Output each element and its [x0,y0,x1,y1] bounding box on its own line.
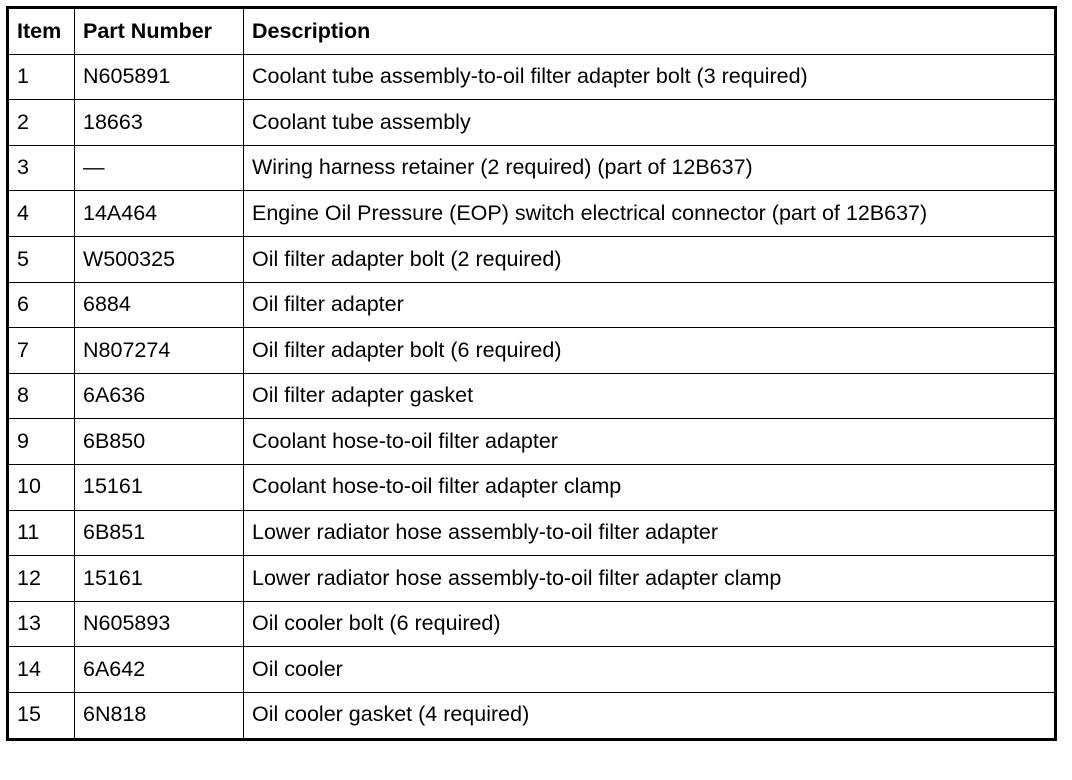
cell-part-number: 18663 [75,100,244,146]
cell-part-number: N605891 [75,54,244,100]
table-row [8,236,1056,282]
column-header-description: Description [244,8,1056,55]
cell-item: 11 [8,510,75,556]
cell-description: Oil filter adapter bolt (6 required) [244,328,1056,374]
cell-part-number: — [75,145,244,191]
column-header-item: Item [8,8,75,55]
cell-part-number: 14A464 [75,191,244,237]
cell-part-number: N605893 [75,601,244,647]
cell-item: 1 [8,54,75,100]
table-row [8,556,1056,602]
table-row [8,373,1056,419]
cell-part-number: 6884 [75,282,244,328]
cell-item: 13 [8,601,75,647]
cell-description: Coolant tube assembly [244,100,1056,146]
cell-description: Oil cooler [244,647,1056,693]
table-header [8,8,1056,55]
table-row [8,145,1056,191]
cell-item: 7 [8,328,75,374]
cell-part-number: 6B850 [75,419,244,465]
table-row [8,191,1056,237]
cell-part-number: 15161 [75,464,244,510]
cell-part-number: W500325 [75,236,244,282]
table-row [8,692,1056,739]
cell-part-number: 6B851 [75,510,244,556]
cell-part-number: 6A642 [75,647,244,693]
column-header-part-number: Part Number [75,8,244,55]
cell-item: 8 [8,373,75,419]
header-row [8,8,1056,55]
cell-item: 6 [8,282,75,328]
cell-item: 14 [8,647,75,693]
cell-item: 9 [8,419,75,465]
cell-item: 4 [8,191,75,237]
cell-part-number: N807274 [75,328,244,374]
cell-description: Wiring harness retainer (2 required) (part of 12B637) [244,145,1056,191]
parts-table [6,6,1057,741]
cell-description: Coolant hose-to-oil filter adapter [244,419,1056,465]
cell-description: Oil filter adapter gasket [244,373,1056,419]
table-row [8,419,1056,465]
cell-description: Lower radiator hose assembly-to-oil filter adapter clamp [244,556,1056,602]
table-row [8,464,1056,510]
cell-part-number: 6N818 [75,692,244,739]
table-row [8,510,1056,556]
cell-description: Coolant tube assembly-to-oil filter adapter bolt (3 required) [244,54,1056,100]
cell-item: 3 [8,145,75,191]
cell-description: Lower radiator hose assembly-to-oil filter adapter [244,510,1056,556]
cell-description: Oil filter adapter bolt (2 required) [244,236,1056,282]
cell-item: 15 [8,692,75,739]
cell-item: 12 [8,556,75,602]
table-row [8,54,1056,100]
cell-item: 2 [8,100,75,146]
table-row [8,328,1056,374]
table-row [8,647,1056,693]
cell-item: 10 [8,464,75,510]
cell-description: Oil cooler bolt (6 required) [244,601,1056,647]
cell-description: Engine Oil Pressure (EOP) switch electrical connector (part of 12B637) [244,191,1056,237]
table-row [8,100,1056,146]
cell-description: Oil filter adapter [244,282,1056,328]
table-row [8,601,1056,647]
cell-description: Coolant hose-to-oil filter adapter clamp [244,464,1056,510]
cell-part-number: 6A636 [75,373,244,419]
table-body [8,54,1056,739]
cell-item: 5 [8,236,75,282]
cell-part-number: 15161 [75,556,244,602]
cell-description: Oil cooler gasket (4 required) [244,692,1056,739]
table-row [8,282,1056,328]
